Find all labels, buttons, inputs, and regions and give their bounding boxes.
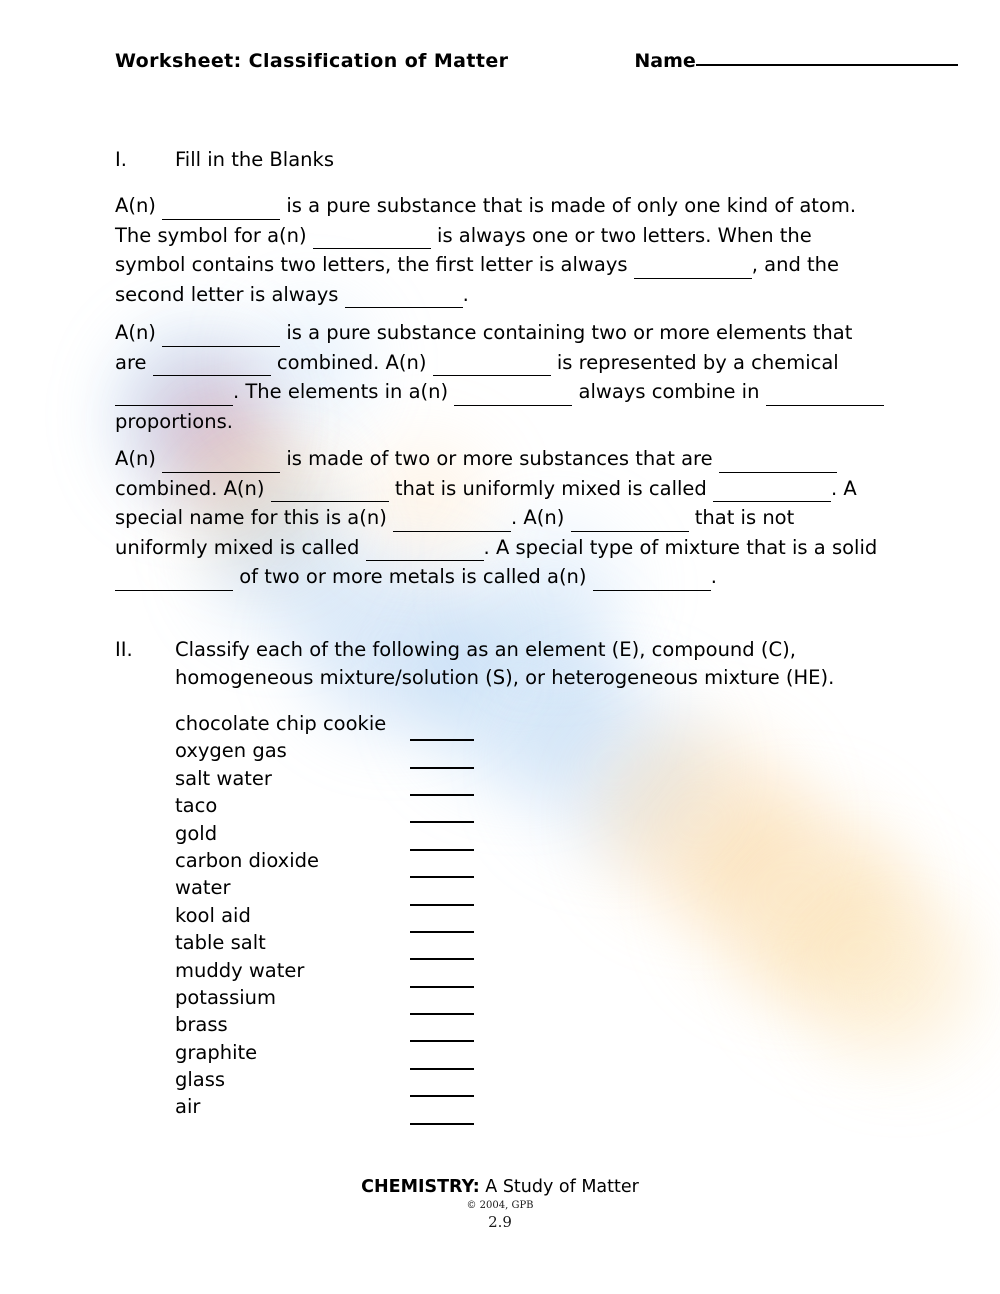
list-item: [175, 984, 735, 1011]
fill-in-blank[interactable]: [713, 473, 831, 503]
classify-item-label: oxygen gas: [175, 739, 287, 763]
fill-in-blank[interactable]: [634, 249, 752, 279]
compound-paragraph: A(n) is a pure substance containing two or more elements that are combined. A(n) is represented by a chemical . The elements in a(n) always combine in proportions.: [115, 319, 885, 436]
footer-book-title-bold: CHEMISTRY:: [361, 1177, 480, 1197]
classify-item-label: salt water: [175, 766, 272, 790]
list-item: [175, 957, 735, 984]
classify-item-label: glass: [175, 1068, 226, 1092]
element-paragraph: A(n) is a pure substance that is made of only one kind of atom. The symbol for a(n) is always one or two letters. When the symbol contains two letters, the first letter is always , and the second letter is always .: [115, 192, 885, 310]
section-2-heading: [115, 636, 885, 692]
classify-item-label: water: [175, 876, 231, 900]
fill-in-blank[interactable]: [271, 473, 389, 503]
list-item: [175, 1066, 735, 1093]
classify-answer-blank[interactable]: [410, 994, 474, 1015]
page-footer: [0, 1176, 1000, 1231]
footer-page-number: 2.9: [488, 1213, 512, 1231]
fill-in-blank[interactable]: [313, 220, 431, 250]
classify-answer-blank[interactable]: [410, 1076, 474, 1097]
list-item: [175, 874, 735, 901]
classify-answer-blank[interactable]: [410, 885, 474, 906]
fill-in-blank[interactable]: [433, 347, 551, 377]
footer-book-title-rest: A Study of Matter: [479, 1177, 639, 1197]
list-item: [175, 792, 735, 819]
classify-item-label: chocolate chip cookie: [175, 712, 387, 735]
fill-in-blank[interactable]: [153, 347, 271, 377]
fill-in-blank[interactable]: [115, 561, 233, 591]
document-header: [115, 50, 890, 72]
classify-item-label: taco: [175, 794, 218, 818]
classify-item-label: graphite: [175, 1040, 258, 1064]
section-2-instructions: Classify each of the following as an element (E), compound (C), homogeneous mixture/solution (S), or heterogeneous mixture (HE).: [175, 638, 835, 689]
name-field-group: [634, 50, 957, 72]
classify-answer-blank[interactable]: [410, 939, 474, 960]
section-1-title: Fill in the Blanks: [175, 148, 334, 171]
footer-book-title: [0, 1176, 1000, 1198]
fill-in-blank[interactable]: [162, 443, 280, 473]
list-item: [175, 847, 735, 874]
fill-in-blank[interactable]: [115, 376, 233, 406]
classify-answer-blank[interactable]: [410, 857, 474, 878]
fill-in-paragraphs: [115, 192, 885, 593]
classify-item-label: muddy water: [175, 958, 305, 982]
classify-item-label: kool aid: [175, 903, 251, 927]
fill-in-blank[interactable]: [593, 561, 711, 591]
list-item: [175, 1011, 735, 1038]
name-input-line[interactable]: [696, 64, 958, 66]
classify-answer-blank[interactable]: [410, 748, 474, 769]
fill-in-blank[interactable]: [366, 532, 484, 562]
footer-copyright: © 2004, GPB: [466, 1200, 534, 1211]
classification-list: [175, 710, 735, 1121]
section-fill-in-the-blanks: [115, 146, 885, 593]
classify-answer-blank[interactable]: [410, 912, 474, 933]
mixture-paragraph: A(n) is made of two or more substances that are combined. A(n) that is uniformly mixed is called . A special name for this is a(n) . A(n) that is not uniformly mixed is called . A special type of mixture that is a solid of two or more metals is called a(n) .: [115, 445, 885, 593]
classify-answer-blank[interactable]: [410, 720, 474, 741]
list-item: [175, 820, 735, 847]
name-label: Name: [634, 50, 696, 72]
fill-in-blank[interactable]: [766, 376, 884, 406]
list-item: [175, 1093, 735, 1120]
fill-in-blank[interactable]: [571, 502, 689, 532]
list-item: [175, 737, 735, 764]
classify-item-label: carbon dioxide: [175, 848, 320, 872]
classify-item-label: brass: [175, 1013, 228, 1037]
section-classification: [115, 636, 885, 692]
section-2-numeral: II.: [115, 638, 133, 661]
page-title: Worksheet: Classification of Matter: [115, 50, 509, 72]
list-item: [175, 1039, 735, 1066]
classify-answer-blank[interactable]: [410, 1104, 474, 1125]
fill-in-blank[interactable]: [162, 190, 280, 220]
classify-item-label: table salt: [175, 931, 266, 955]
list-item: [175, 902, 735, 929]
list-item: [175, 710, 735, 737]
section-1-heading: [115, 146, 885, 174]
section-1-numeral: I.: [115, 148, 127, 171]
classify-answer-blank[interactable]: [410, 1049, 474, 1070]
fill-in-blank[interactable]: [345, 279, 463, 309]
list-item: [175, 765, 735, 792]
classify-answer-blank[interactable]: [410, 967, 474, 988]
classify-item-label: gold: [175, 821, 218, 845]
classify-answer-blank[interactable]: [410, 775, 474, 796]
classify-item-label: potassium: [175, 985, 276, 1009]
fill-in-blank[interactable]: [162, 317, 280, 347]
classify-answer-blank[interactable]: [410, 1021, 474, 1042]
list-item: [175, 929, 735, 956]
fill-in-blank[interactable]: [393, 502, 511, 532]
fill-in-blank[interactable]: [719, 443, 837, 473]
classify-item-label: air: [175, 1095, 201, 1119]
classify-answer-blank[interactable]: [410, 830, 474, 851]
fill-in-blank[interactable]: [454, 376, 572, 406]
classify-answer-blank[interactable]: [410, 802, 474, 823]
